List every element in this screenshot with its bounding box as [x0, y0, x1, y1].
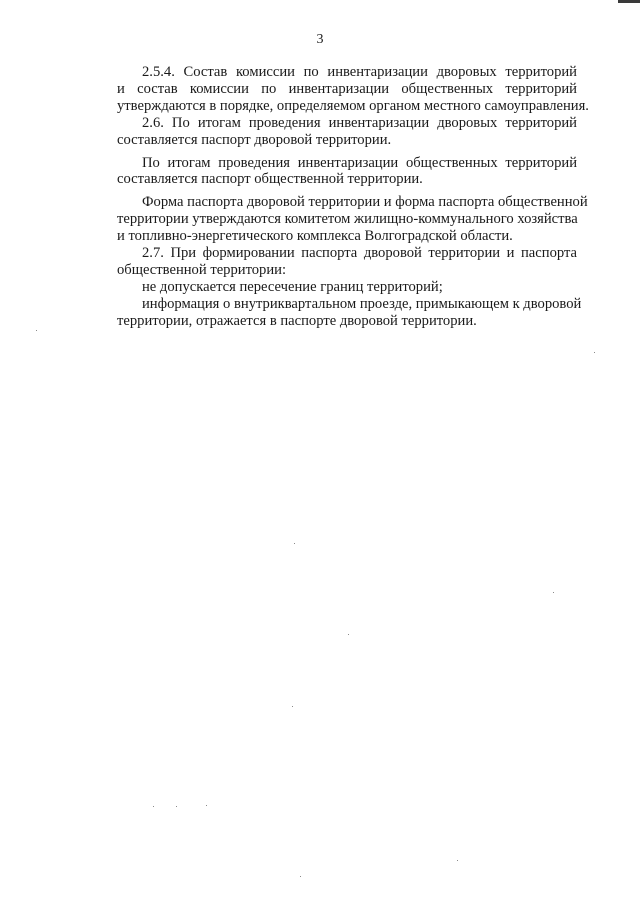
scan-speck	[36, 330, 37, 331]
text-line: 2.5.4. Состав комиссии по инвентаризации дворовых территорий	[142, 64, 577, 80]
scan-speck	[176, 806, 177, 807]
scan-speck	[300, 876, 301, 877]
scan-corner-mark	[618, 0, 640, 3]
paragraph-2-6-public	[117, 155, 577, 189]
paragraph-2-6	[117, 115, 577, 149]
paragraph-2-5-4	[117, 64, 589, 115]
page-number: 3	[316, 32, 324, 47]
text-line: не допускается пересечение границ территорий;	[142, 278, 443, 295]
scan-speck	[292, 706, 293, 707]
scan-speck	[553, 592, 554, 593]
text-line: 2.6. По итогам проведения инвентаризации дворовых территорий	[142, 114, 577, 131]
text-line: общественной территории:	[117, 261, 287, 278]
text-line: и топливно-энергетического комплекса Волгоградской области.	[117, 228, 513, 245]
text-line: и состав комиссии по инвентаризации общественных территорий	[117, 80, 577, 97]
text-line: территории, отражается в паспорте дворовой территории.	[117, 312, 477, 329]
paragraph-2-7-item-2	[117, 295, 582, 330]
scan-speck	[206, 805, 207, 806]
text-line: Форма паспорта дворовой территории и форма паспорта общественной	[142, 194, 588, 211]
text-line: составляется паспорт общественной территории.	[117, 171, 423, 188]
paragraph-2-7-item-1	[117, 279, 577, 296]
text-line: 2.7. При формировании паспорта дворовой территории и паспорта	[142, 245, 577, 262]
paragraph-passport-form	[117, 194, 588, 245]
text-line: информация о внутриквартальном проезде, примыкающем к дворовой	[142, 295, 582, 312]
paragraph-2-7	[117, 245, 577, 279]
scan-speck	[457, 860, 458, 861]
text-line: территории утверждаются комитетом жилищно-коммунального хозяйства	[117, 211, 578, 228]
document-body	[117, 64, 589, 330]
scan-speck	[153, 806, 154, 807]
scan-speck	[294, 543, 295, 544]
scan-speck	[594, 352, 595, 353]
text-line: По итогам проведения инвентаризации общественных территорий	[142, 154, 577, 171]
text-line: составляется паспорт дворовой территории.	[117, 131, 392, 148]
scan-speck	[348, 634, 349, 635]
text-line: утверждаются в порядке, определяемом органом местного самоуправления.	[117, 97, 589, 114]
